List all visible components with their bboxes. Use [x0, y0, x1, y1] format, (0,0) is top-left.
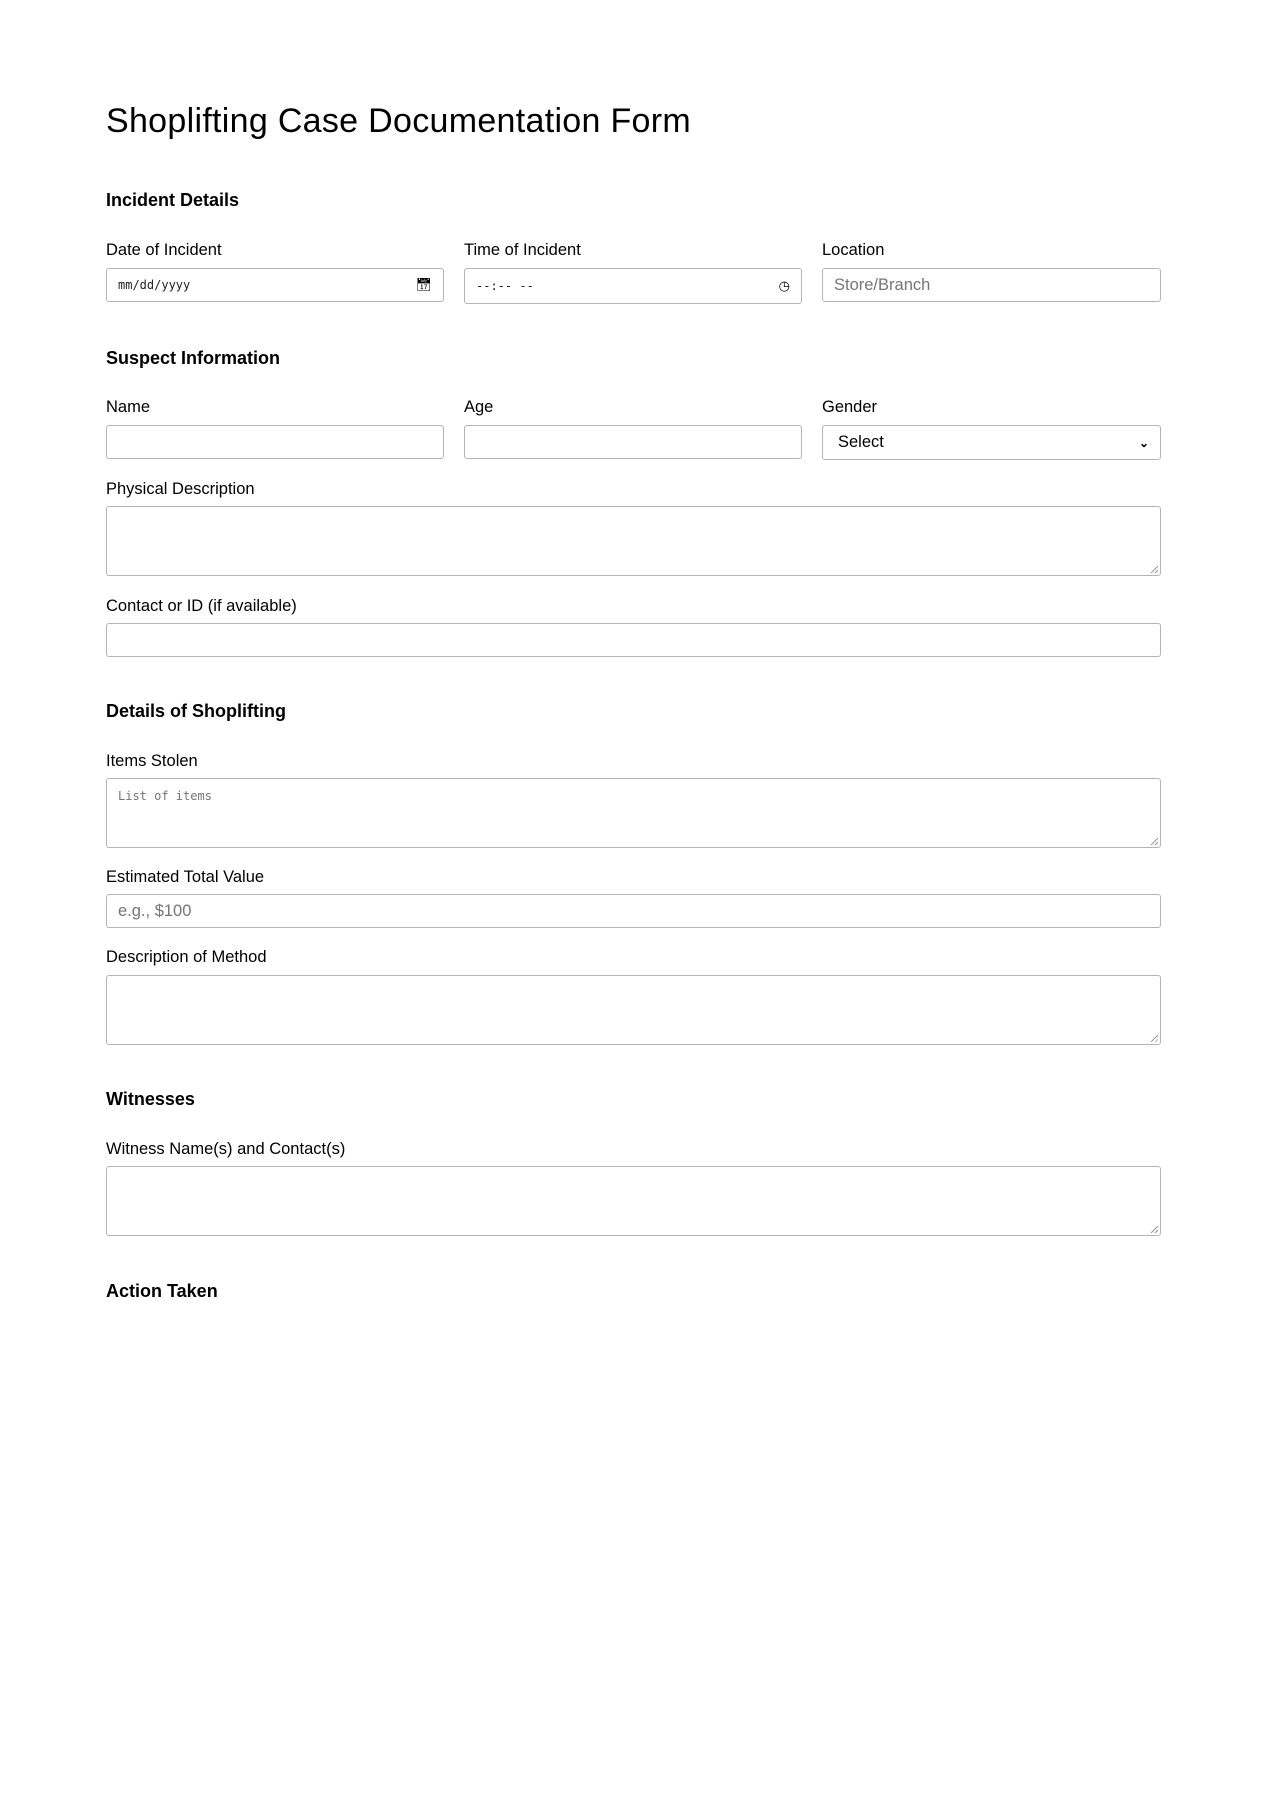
- date-label: Date of Incident: [106, 241, 222, 259]
- section-heading-incident: Incident Details: [106, 190, 240, 210]
- estimated-value-label: Estimated Total Value: [106, 868, 265, 886]
- name-input[interactable]: [106, 425, 444, 459]
- items-stolen-label: Items Stolen: [106, 752, 198, 770]
- gender-value: Select: [838, 433, 884, 451]
- physical-description-textarea[interactable]: [106, 506, 1161, 576]
- method-textarea[interactable]: [106, 975, 1161, 1045]
- physical-description-label: Physical Description: [106, 480, 255, 498]
- age-input[interactable]: [464, 425, 802, 459]
- date-placeholder: mm/dd/yyyy: [118, 278, 191, 292]
- time-input[interactable]: [464, 268, 802, 304]
- contact-input[interactable]: [106, 623, 1161, 657]
- items-stolen-placeholder: List of items: [118, 789, 212, 803]
- resize-handle-icon[interactable]: [1151, 1226, 1158, 1233]
- name-label: Name: [106, 398, 151, 416]
- witness-textarea[interactable]: [106, 1166, 1161, 1236]
- time-label: Time of Incident: [464, 241, 581, 259]
- estimated-value-placeholder: e.g., $100: [118, 901, 192, 920]
- calendar-icon[interactable]: 📅︎: [415, 277, 432, 292]
- resize-handle-icon[interactable]: [1151, 1035, 1158, 1042]
- section-heading-action: Action Taken: [106, 1281, 218, 1301]
- location-label: Location: [822, 241, 885, 259]
- estimated-value-input[interactable]: [106, 894, 1161, 928]
- section-heading-details: Details of Shoplifting: [106, 701, 286, 721]
- items-stolen-textarea[interactable]: [106, 778, 1161, 848]
- gender-label: Gender: [822, 398, 878, 416]
- resize-handle-icon[interactable]: [1151, 566, 1158, 573]
- section-heading-witnesses: Witnesses: [106, 1089, 195, 1109]
- contact-label: Contact or ID (if available): [106, 597, 297, 615]
- page-title: Shoplifting Case Documentation Form: [106, 102, 691, 140]
- location-placeholder: Store/Branch: [834, 275, 931, 294]
- location-input[interactable]: [822, 268, 1161, 302]
- age-label: Age: [464, 398, 494, 416]
- clock-icon[interactable]: ◷: [778, 278, 790, 293]
- gender-select[interactable]: [822, 425, 1161, 460]
- date-input[interactable]: [106, 268, 444, 302]
- method-label: Description of Method: [106, 948, 267, 966]
- section-heading-suspect: Suspect Information: [106, 348, 281, 368]
- time-placeholder: --:-- --: [476, 279, 534, 293]
- chevron-down-icon: ⌄: [1138, 435, 1149, 450]
- resize-handle-icon[interactable]: [1151, 838, 1158, 845]
- witness-label: Witness Name(s) and Contact(s): [106, 1140, 346, 1158]
